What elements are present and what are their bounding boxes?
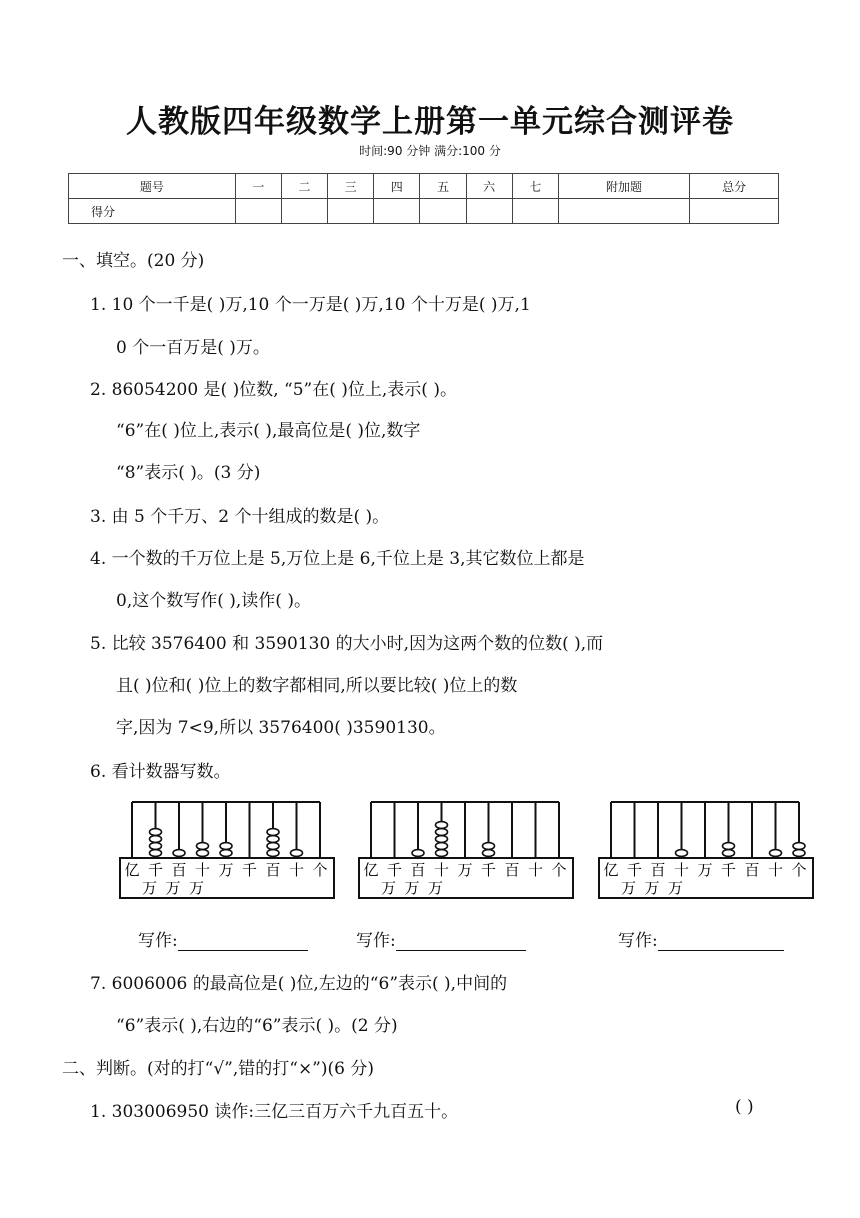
abacus-3 (597, 800, 817, 904)
score-cell[interactable] (420, 199, 466, 224)
abacus-label: 十 (194, 861, 211, 879)
score-table (68, 173, 779, 224)
abacus-bead (220, 843, 232, 850)
abacus-bead (173, 850, 185, 857)
question-line: “6”表示( ),右边的“6”表示( )。(2 分) (116, 1016, 398, 1036)
question-line: 4. 一个数的千万位上是 5,万位上是 6,千位上是 3,其它数位上都是 (90, 549, 585, 569)
abacus-label: 十 (527, 861, 544, 879)
abacus-label: 万 (697, 861, 713, 879)
section-1-heading: 一、填空。(20 分) (62, 251, 205, 271)
question-line: 6. 看计数器写数。 (90, 762, 231, 782)
score-header-cell: 五 (420, 174, 466, 199)
score-row-label: 得分 (69, 199, 236, 224)
score-cell[interactable] (374, 199, 420, 224)
question-line: 5. 比较 3576400 和 3590130 的大小时,因为这两个数的位数( ),而 (90, 634, 604, 654)
abacus-bead (436, 822, 448, 829)
score-cell[interactable] (235, 199, 281, 224)
question-line: 字,因为 7<9,所以 3576400( )3590130。 (116, 718, 446, 738)
score-header-cell: 六 (466, 174, 512, 199)
abacus-bead (150, 836, 162, 843)
write-label: 写作: (356, 931, 396, 951)
answer-blank[interactable] (658, 932, 784, 951)
score-cell[interactable] (690, 199, 779, 224)
score-table-score-row (69, 199, 779, 224)
question-line: 0,这个数写作( ),读作( )。 (116, 591, 311, 611)
abacus-label: 百 (265, 861, 281, 879)
abacus-bead (483, 850, 495, 857)
write-answer-3 (618, 926, 784, 951)
abacus-label: 十 (433, 861, 450, 879)
abacus-label: 个 (551, 861, 567, 879)
score-header-cell: 二 (281, 174, 327, 199)
abacus-label: 万 (380, 879, 397, 897)
abacus-label: 万 (141, 879, 158, 897)
abacus-bead (267, 836, 279, 843)
abacus-bead (412, 850, 424, 857)
score-cell[interactable] (466, 199, 512, 224)
exam-info: 时间:90 分钟 满分:100 分 (359, 144, 501, 158)
abacus-label: 十 (288, 861, 305, 879)
abacus-label: 千 (147, 861, 164, 879)
section-2-heading: 二、判断。(对的打“√”,错的打“×”)(6 分) (62, 1059, 374, 1079)
abacus-label: 万 (644, 879, 660, 897)
abacus-label: 千 (386, 861, 403, 879)
abacus-label: 百 (744, 861, 760, 879)
score-table-header-row (69, 174, 779, 199)
abacus-bead (770, 850, 782, 857)
abacus-bead (150, 850, 162, 857)
write-answer-2 (356, 926, 526, 951)
answer-bracket[interactable]: ( ) (735, 1097, 754, 1117)
write-answer-1 (138, 926, 308, 951)
abacus-label: 亿 (124, 861, 140, 879)
abacus-1 (118, 800, 338, 904)
question-line: “6”在( )位上,表示( ),最高位是( )位,数字 (116, 421, 421, 441)
abacus-label: 万 (620, 879, 637, 897)
abacus-bead (436, 836, 448, 843)
score-header-cell: 七 (512, 174, 558, 199)
abacus-bead (793, 843, 805, 850)
abacus-bead (267, 829, 279, 836)
abacus-bead (291, 850, 303, 857)
abacus-bead (723, 850, 735, 857)
score-header-cell: 三 (328, 174, 374, 199)
question-line: 3. 由 5 个千万、2 个十组成的数是( )。 (90, 507, 390, 527)
answer-blank[interactable] (178, 932, 308, 951)
abacus-label: 百 (650, 861, 666, 879)
abacus-label: 千 (480, 861, 497, 879)
score-header-cell: 附加题 (558, 174, 689, 199)
question-line: 0 个一百万是( )万。 (116, 338, 270, 358)
abacus-bead (723, 843, 735, 850)
abacus-bead (150, 829, 162, 836)
score-header-cell: 一 (235, 174, 281, 199)
abacus-bead (267, 850, 279, 857)
write-label: 写作: (618, 931, 658, 951)
answer-blank[interactable] (396, 932, 526, 951)
abacus-label: 万 (457, 861, 473, 879)
abacus-bead (197, 843, 209, 850)
score-cell[interactable] (328, 199, 374, 224)
question-line: 且( )位和( )位上的数字都相同,所以要比较( )位上的数 (116, 676, 518, 696)
abacus-bead (436, 850, 448, 857)
abacus-label: 亿 (603, 861, 619, 879)
abacus-bead (267, 843, 279, 850)
page-title: 人教版四年级数学上册第一单元综合测评卷 (126, 104, 734, 140)
question-line: 1. 10 个一千是( )万,10 个一万是( )万,10 个十万是( )万,1 (90, 295, 531, 315)
abacus-bead (793, 850, 805, 857)
score-header-cell: 四 (374, 174, 420, 199)
question-line: 1. 303006950 读作:三亿三百万六千九百五十。 (90, 1102, 459, 1122)
abacus-label: 十 (673, 861, 690, 879)
abacus-bead (220, 850, 232, 857)
abacus-label: 千 (720, 861, 737, 879)
score-cell[interactable] (512, 199, 558, 224)
abacus-label: 个 (312, 861, 328, 879)
score-cell[interactable] (558, 199, 689, 224)
abacus-label: 万 (404, 879, 420, 897)
write-label: 写作: (138, 931, 178, 951)
abacus-label: 千 (626, 861, 643, 879)
question-line: 2. 86054200 是( )位数, “5”在( )位上,表示( )。 (90, 380, 457, 400)
abacus-label: 亿 (363, 861, 379, 879)
abacus-bead (676, 850, 688, 857)
abacus-bead (436, 843, 448, 850)
question-line: “8”表示( )。(3 分) (116, 463, 261, 483)
abacus-label: 万 (667, 879, 684, 897)
abacus-label: 万 (188, 879, 205, 897)
abacus-bead (436, 829, 448, 836)
abacus-label: 百 (504, 861, 520, 879)
abacus-label: 百 (171, 861, 187, 879)
abacus-label: 十 (767, 861, 784, 879)
abacus-bead (197, 850, 209, 857)
abacus-bead (483, 843, 495, 850)
abacus-2 (357, 800, 577, 904)
score-header-cell: 题号 (69, 174, 236, 199)
abacus-label: 万 (427, 879, 444, 897)
abacus-label: 百 (410, 861, 426, 879)
score-cell[interactable] (281, 199, 327, 224)
abacus-label: 千 (241, 861, 258, 879)
score-header-cell: 总分 (690, 174, 779, 199)
question-line: 7. 6006006 的最高位是( )位,左边的“6”表示( ),中间的 (90, 974, 508, 994)
abacus-label: 个 (791, 861, 807, 879)
abacus-bead (150, 843, 162, 850)
abacus-label: 万 (218, 861, 234, 879)
abacus-label: 万 (165, 879, 181, 897)
